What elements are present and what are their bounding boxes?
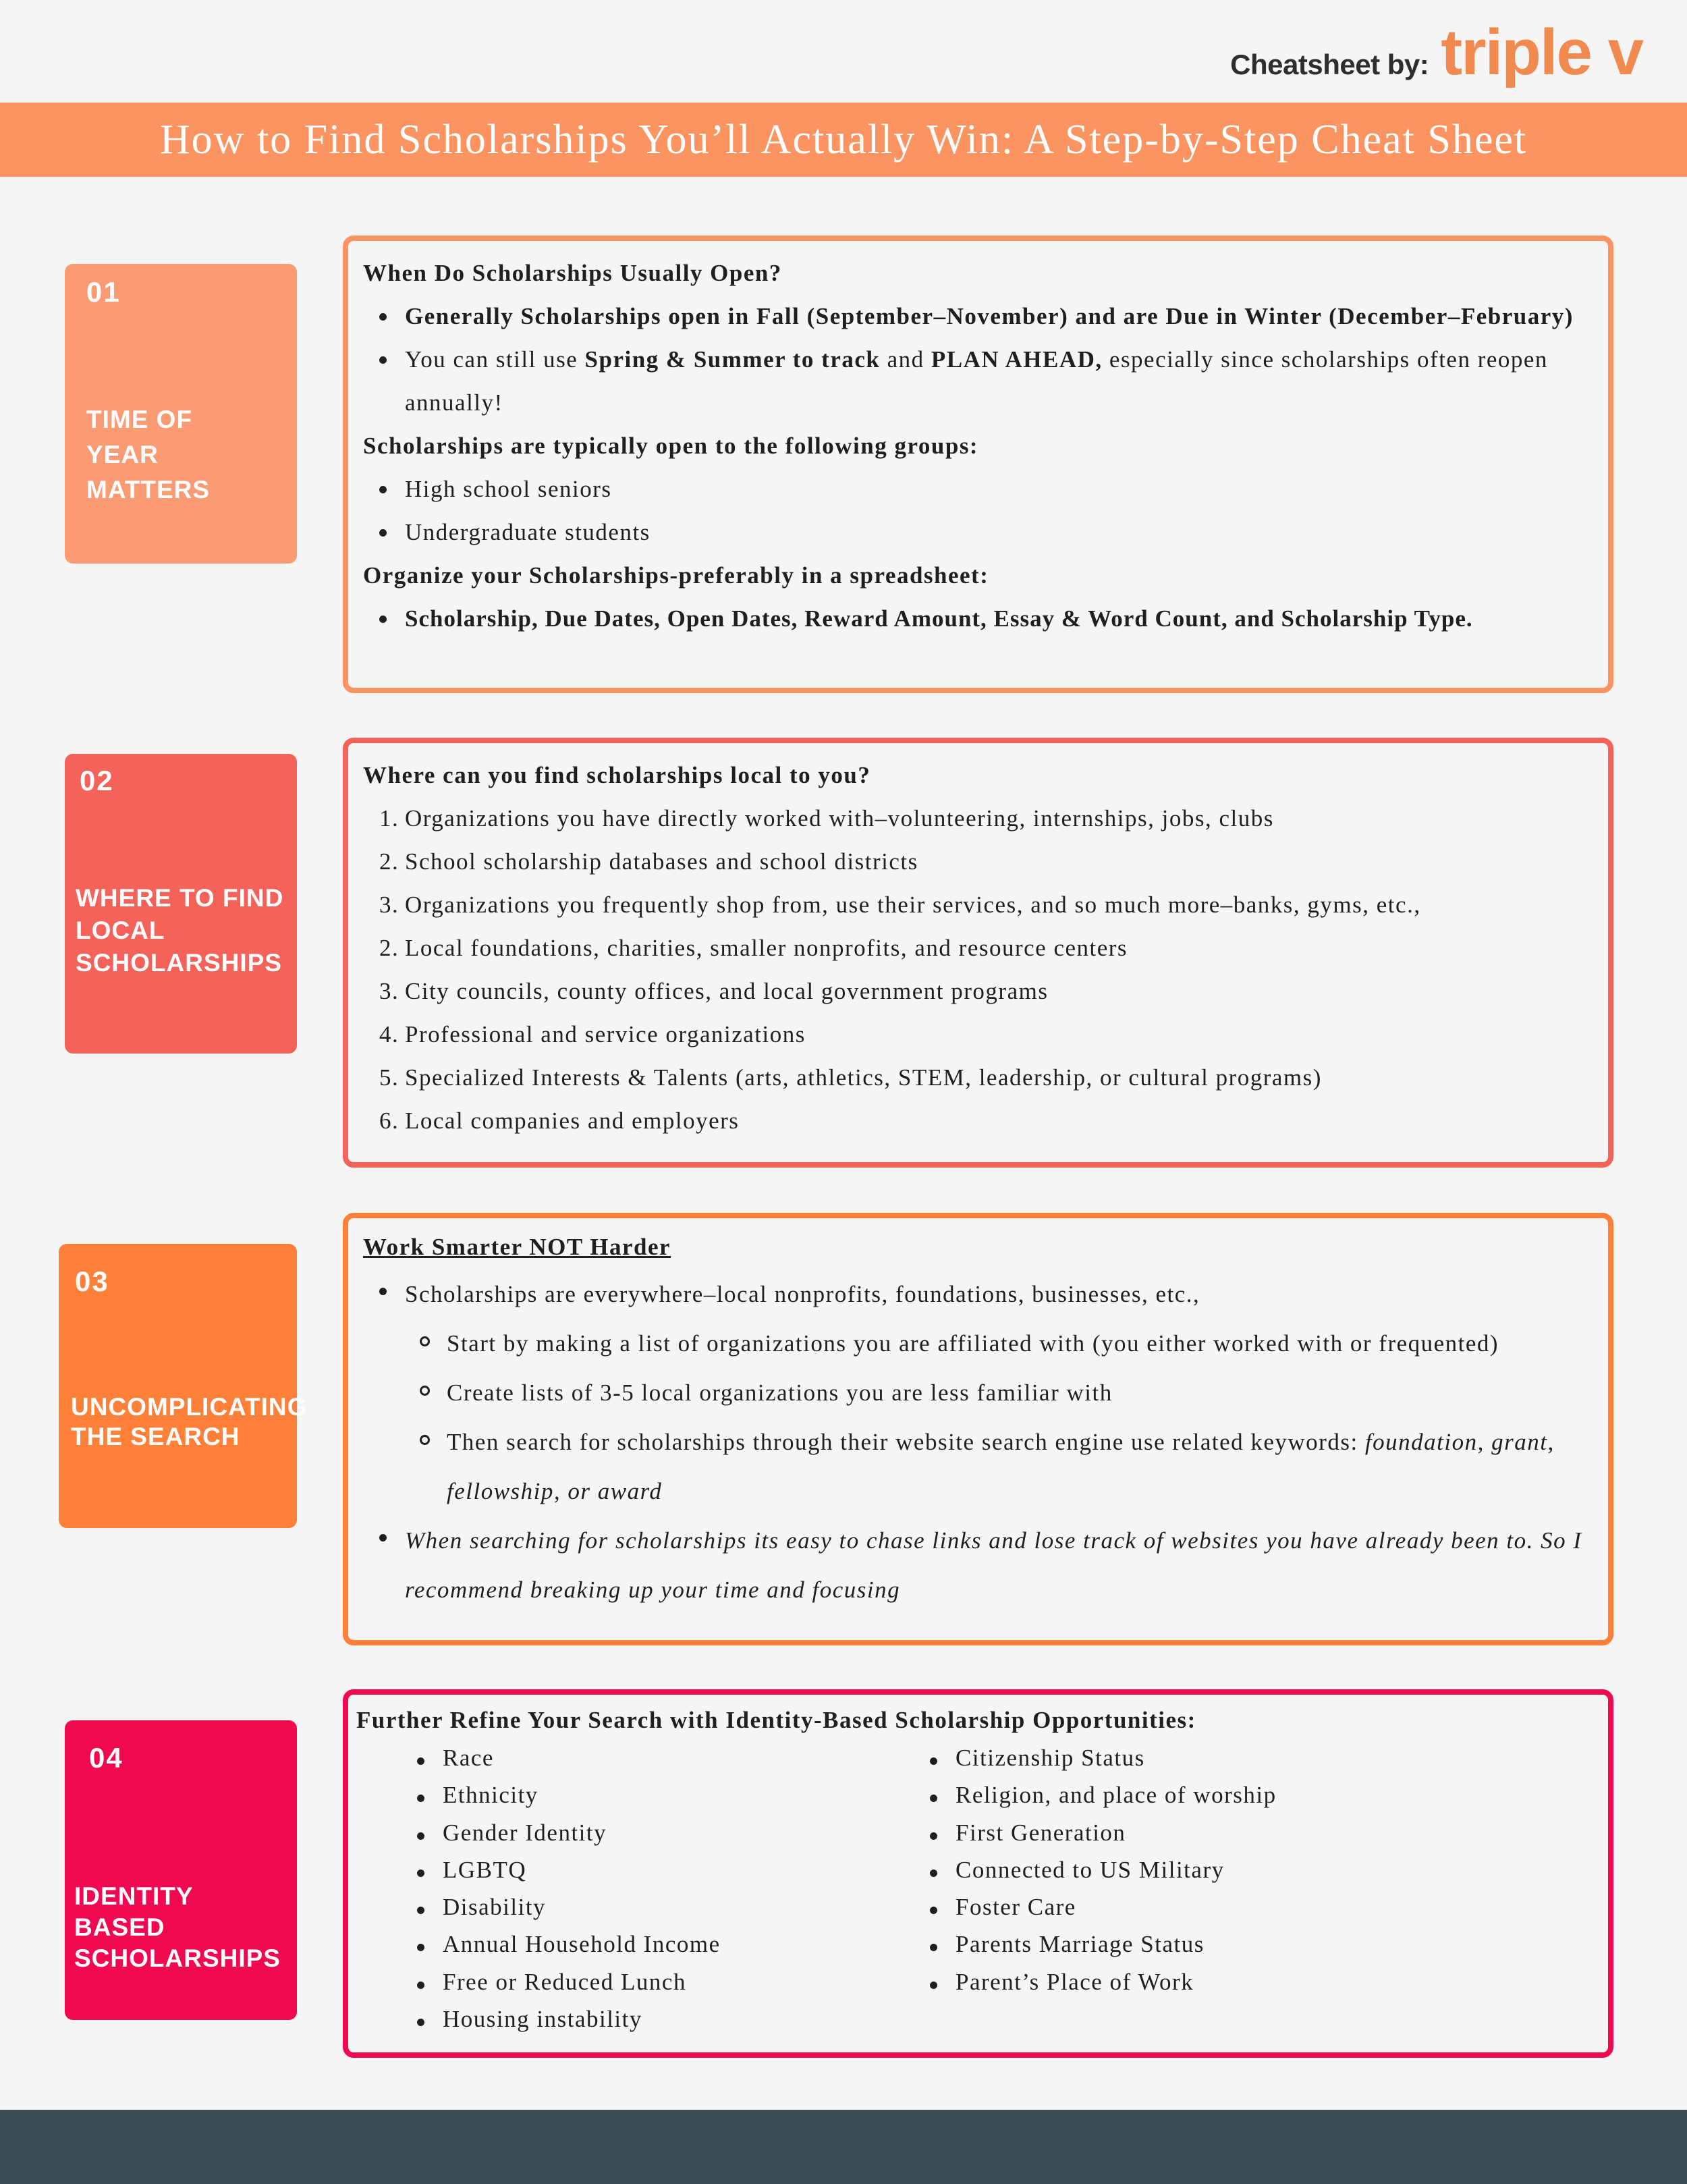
section-card-02 [343,738,1613,1168]
bullet-list [363,468,1595,554]
section-number: 01 [86,276,121,308]
section-label: WHERE TO FIND LOCAL SCHOLARSHIPS [76,884,284,977]
brand-byline: Cheatsheet by: [1230,49,1429,80]
numbered-item [363,840,1595,883]
section-tag-02 [65,754,297,1054]
identity-item: Religion, and place of worship [914,1776,1427,1813]
item-number: 6. [379,1108,399,1134]
section-heading: Where can you find scholarships local to you? [363,762,871,788]
list-item: Scholarship, Due Dates, Open Dates, Reward Amount, Essay & Word Count, and Scholarship Type. [363,597,1595,640]
item-text: Professional and service organizations [405,1021,806,1047]
item-number: 5. [379,1064,399,1091]
text-run: You can still use [405,346,585,373]
brand-logo: triple v [1441,16,1642,88]
list-item: Undergraduate students [363,511,1595,554]
text-run: Spring & Summer to track [584,346,881,373]
item-number: 3. [379,892,399,918]
item-text: Local foundations, charities, smaller nonprofits, and resource centers [405,935,1128,961]
section-heading: Scholarships are typically open to the following groups: [363,433,979,459]
identity-item: Gender Identity [401,1814,914,1851]
numbered-item [363,1056,1595,1099]
item-text: City councils, county offices, and local government programs [405,978,1049,1004]
item-text: Local companies and employers [405,1108,740,1134]
list-item: Generally Scholarships open in Fall (September–November) and are Due in Winter (December–February) [363,295,1595,338]
identity-columns [362,1739,1595,2038]
bullet-list [363,295,1595,425]
identity-item: Parents Marriage Status [914,1926,1427,1963]
numbered-item [363,883,1595,927]
item-number: 2. [379,935,399,961]
section-tag-04 [65,1720,297,2020]
identity-item: First Generation [914,1814,1427,1851]
identity-item: Foster Care [914,1888,1427,1926]
section-tag-03 [59,1244,308,1528]
bullet-list [363,1270,1595,1614]
section-number: 03 [75,1265,109,1297]
item-number: 2. [379,848,399,875]
identity-item: LGBTQ [401,1851,914,1888]
item-text: Organizations you frequently shop from, use their services, and so much more–banks, gyms, etc., [405,892,1421,918]
text-run: Then search for scholarships through their website search engine use related keywords: [447,1429,1365,1455]
footer-bar [0,2110,1687,2184]
list-item [363,1270,1595,1516]
brand [1230,16,1642,88]
text-run: foundation, grant, fellowship, or award [447,1429,1555,1504]
text-run: PLAN AHEAD, [931,346,1103,373]
section-label: UNCOMPLICATING THE SEARCH [71,1393,308,1450]
section-label: IDENTITY BASED SCHOLARSHIPS [74,1882,281,1972]
item-text: School scholarship databases and school districts [405,848,918,875]
numbered-list [363,797,1595,1143]
section-number: 02 [80,765,114,796]
item-text: Specialized Interests & Talents (arts, athletics, STEM, leadership, or cultural programs) [405,1064,1322,1091]
numbered-item [363,1013,1595,1056]
sub-list [363,1319,1595,1516]
item-number: 4. [379,1021,399,1047]
sub-list-item [363,1417,1595,1516]
section-card-03 [343,1213,1613,1645]
text-run: Scholarships are everywhere–local nonprofits, foundations, businesses, etc., [405,1281,1200,1307]
identity-list-right [914,1739,1427,2038]
section-heading: When Do Scholarships Usually Open? [363,260,782,286]
text-run: especially since scholarships often reopen annually! [405,346,1548,416]
identity-item: Connected to US Military [914,1851,1427,1888]
bullet-list [363,597,1595,640]
identity-item: Parent’s Place of Work [914,1963,1427,2000]
section-heading: Work Smarter NOT Harder [363,1234,671,1260]
section-heading: Further Refine Your Search with Identity-Based Scholarship Opportunities: [356,1707,1196,1733]
sub-list-item: Start by making a list of organizations you are affiliated with (you either worked with or frequented) [363,1319,1595,1368]
identity-list-left [401,1739,914,2038]
numbered-item [363,1099,1595,1143]
item-text: Organizations you have directly worked with–volunteering, internships, jobs, clubs [405,805,1274,831]
text-run: and [880,346,931,373]
identity-item: Race [401,1739,914,1776]
item-number: 3. [379,978,399,1004]
section-card-01 [343,236,1613,693]
list-item [363,338,1595,425]
section-tag-01 [65,264,297,564]
section-label: TIME OF YEAR MATTERS [86,406,211,503]
identity-item: Ethnicity [401,1776,914,1813]
numbered-item [363,927,1595,970]
identity-item: Housing instability [401,2000,914,2038]
identity-item: Citizenship Status [914,1739,1427,1776]
section-card-04 [343,1689,1613,2058]
page-title: How to Find Scholarships You’ll Actually Win: A Step-by-Step Cheat Sheet [159,116,1528,163]
item-number: 1. [379,805,399,831]
numbered-item [363,970,1595,1013]
identity-item: Free or Reduced Lunch [401,1963,914,2000]
identity-item: Disability [401,1888,914,1926]
sub-list-item: Create lists of 3-5 local organizations you are less familiar with [363,1368,1595,1417]
list-item: When searching for scholarships its easy to chase links and lose track of websites you have already been to. So I recommend breaking up your time and focusing [363,1516,1595,1614]
numbered-item [363,797,1595,840]
list-item: High school seniors [363,468,1595,511]
section-number: 04 [89,1742,123,1774]
section-heading: Organize your Scholarships-preferably in a spreadsheet: [363,562,989,589]
identity-item: Annual Household Income [401,1926,914,1963]
title-band [0,103,1687,177]
